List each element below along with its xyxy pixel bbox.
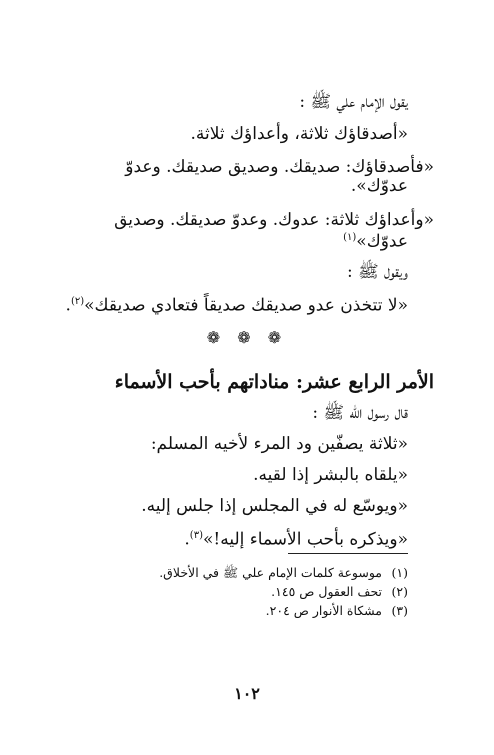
footnote-separator — [288, 553, 408, 554]
footnote-3: (٣)مشكاة الأنوار ص ٢٠٤. — [265, 603, 408, 618]
intro-line-2: ويقول ﷺ : — [346, 262, 408, 282]
quote-line-2b: عدوّك». — [350, 176, 408, 196]
hadith-line-4: «ويذكره بأحب الأسماء إليه!»$^{(٣)}$. — [184, 529, 408, 550]
quote-line-4: «لا تتخذن عدو صديقك صديقاً فتعادي صديقك»$^{(٢)}$. — [65, 295, 408, 316]
intro-line-3: قال رسول الله ﷺ : — [312, 403, 408, 423]
hadith-line-1: «ثلاثة يصفّين ود المرء لأخيه المسلم: — [150, 434, 408, 454]
page-number: ١٠٢ — [234, 684, 260, 703]
hadith-line-3: «ويوسّع له في المجلس إذا جلس إليه. — [141, 496, 408, 516]
quote-line-3b: عدوّك»$^{(١)}$ — [343, 231, 408, 252]
intro-line-1: يقول الإمام علي ﷺ : — [299, 92, 408, 112]
quote-line-1: «أصدقاؤك ثلاثة، وأعداؤك ثلاثة. — [190, 124, 408, 144]
hadith-line-2: «يلقاه بالبشر إذا لقيه. — [253, 465, 408, 485]
footnote-2: (٢)تحف العقول ص ١٤٥. — [271, 584, 408, 599]
section-divider-ornaments: ❁ ❁ ❁ — [206, 328, 288, 347]
quote-line-3a: «وأعداؤك ثلاثة: عدوك. وعدوّ صديقك. وصديق — [114, 210, 434, 230]
footnote-1: (١)موسوعة كلمات الإمام علي ﷺ في الأخلاق. — [159, 565, 408, 580]
quote-line-2a: «فأصدقاؤك: صديقك. وصديق صديقك. وعدوّ — [125, 157, 434, 177]
section-heading: الأمر الرابع عشر: مناداتهم بأحب الأسماء — [114, 371, 434, 393]
